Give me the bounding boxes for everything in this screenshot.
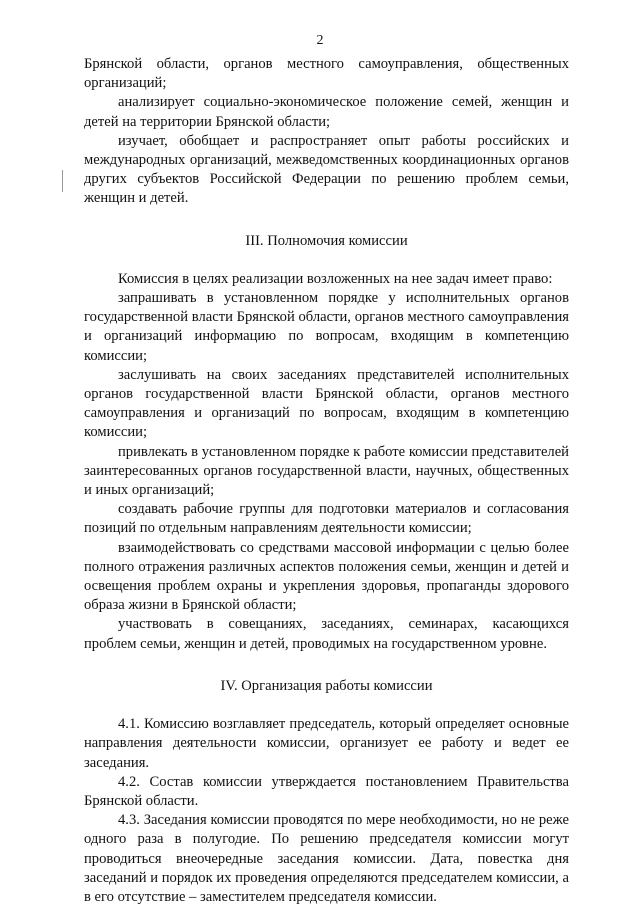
margin-mark [62,170,63,192]
section-heading-4: IV. Организация работы комиссии [220,677,433,694]
paragraph: привлекать в установленном порядке к работе комиссии представителей заинтересованных органов государственной власти, научных, общественных и иных организаций; [84,443,569,499]
paragraph: Брянской области, органов местного самоуправления, общественных организаций; [84,56,569,92]
paragraph: Комиссия в целях реализации возложенных на нее задач имеет право: [118,270,553,287]
paragraph: создавать рабочие группы для подготовки материалов и согласования позиций по отдельным направлениям деятельности комиссии; [84,501,569,537]
paragraph: изучает, обобщает и распространяет опыт работы российских и международных организаций, межведомственных координационных органов других субъектов Российской Федерации по решению проблем семьи, женщин и детей. [84,132,569,207]
paragraph: участвовать в совещаниях, заседаниях, семинарах, касающихся проблем семьи, женщин и детей, проводимых на государственном уровне. [84,616,569,652]
paragraph: 4.2. Состав комиссии утверждается постановлением Правительства Брянской области. [84,773,569,809]
document-body [84,55,569,907]
paragraph: 4.1. Комиссию возглавляет председатель, который определяет основные направления деятельности комиссии, организует ее работу и ведет ее заседания. [84,716,569,771]
paragraph: 4.3. Заседания комиссии проводятся по мере необходимости, но не реже одного раза в полугодие. По решению председателя комиссии могут проводиться внеочередные заседания комиссии. Дата, повестка дня заседаний и порядок их проведения определяются председателем комиссии, а в его отсутствие – заместителем председателя комиссии. [84,812,569,905]
paragraph: взаимодействовать со средствами массовой информации с целью более полного отражения различных аспектов положения семьи, женщин и детей и освещения проблем охраны и укрепления здоровья, пропаганды здорового образа жизни в Брянской области; [84,539,569,614]
paragraph: запрашивать в установленном порядке у исполнительных органов государственной власти Брянской области, органов местного самоуправления и организаций информацию по вопросам, входящим в компетенцию комиссии; [84,290,569,364]
paragraph: заслушивать на своих заседаниях представителей исполнительных органов государственной власти Брянской области, органов местного самоуправления и организаций по вопросам, входящим в компетенцию комиссии; [84,366,569,441]
section-heading-3: III. Полномочия комиссии [245,232,408,249]
paragraph: анализирует социально-экономическое положение семей, женщин и детей на территории Брянской области; [84,94,569,130]
page-number: 2 [316,33,324,48]
